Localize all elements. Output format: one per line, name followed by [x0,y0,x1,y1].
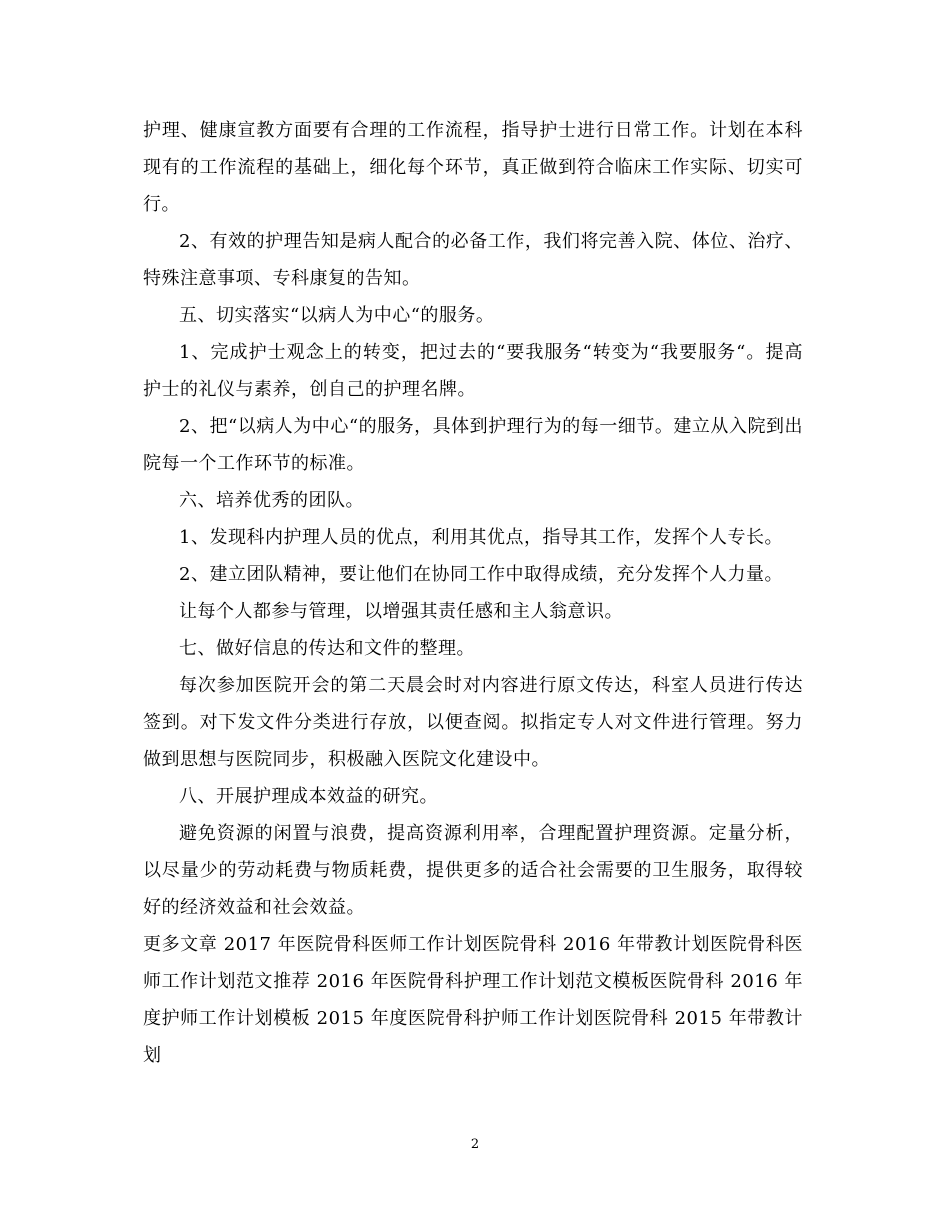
paragraph-5: 2、把“以病人为中心“的服务，具体到护理行为的每一细节。建立从入院到出院每一个工作环节的标准。 [143,416,803,474]
section-heading-6: 六、培养优秀的团队。 [179,490,364,511]
section-heading-8: 八、开展护理成本效益的研究。 [179,786,438,807]
paragraph-2: 2、有效的护理告知是病人配合的必备工作，我们将完善入院、体位、治疗、特殊注意事项、专科康复的告知。 [143,231,803,289]
paragraph-9: 让每个人都参与管理，以增强其责任感和主人翁意识。 [179,601,623,622]
paragraph-7: 1、发现科内护理人员的优点，利用其优点，指导其工作，发挥个人专长。 [179,527,783,548]
section-heading-7: 七、做好信息的传达和文件的整理。 [179,638,475,659]
paragraph-11: 每次参加医院开会的第二天晨会时对内容进行原文传达，科室人员进行传达签到。对下发文件分类进行存放，以便查阅。拟指定专人对文件进行管理。努力做到思想与医院同步，积极融入医院文化建设中。 [143,675,803,770]
more-articles-text: 更多文章 2017 年医院骨科医师工作计划医院骨科 2016 年带教计划医院骨科医师工作计划范文推荐 2016 年医院骨科护理工作计划范文模板医院骨科 2016 年度护师工作计划模板 2015 年度医院骨科护师工作计划医院骨科 2015 年带教计划 [143,934,803,1066]
paragraph-4: 1、完成护士观念上的转变，把过去的“要我服务“转变为“我要服务“。提高护士的礼仪与素养，创自己的护理名牌。 [143,342,803,400]
section-heading-5: 五、切实落实“以病人为中心“的服务。 [179,305,495,326]
paragraph-1: 护理、健康宣教方面要有合理的工作流程，指导护士进行日常工作。计划在本科现有的工作流程的基础上，细化每个环节，真正做到符合临床工作实际、切实可行。 [143,120,803,215]
paragraph-13: 避免资源的闲置与浪费，提高资源利用率，合理配置护理资源。定量分析，以尽量少的劳动耗费与物质耗费，提供更多的适合社会需要的卫生服务，取得较好的经济效益和社会效益。 [143,823,803,918]
paragraph-8: 2、建立团队精神，要让他们在协同工作中取得成绩，充分发挥个人力量。 [179,564,783,585]
document-body [143,112,803,1074]
page-number: 2 [470,1137,480,1152]
